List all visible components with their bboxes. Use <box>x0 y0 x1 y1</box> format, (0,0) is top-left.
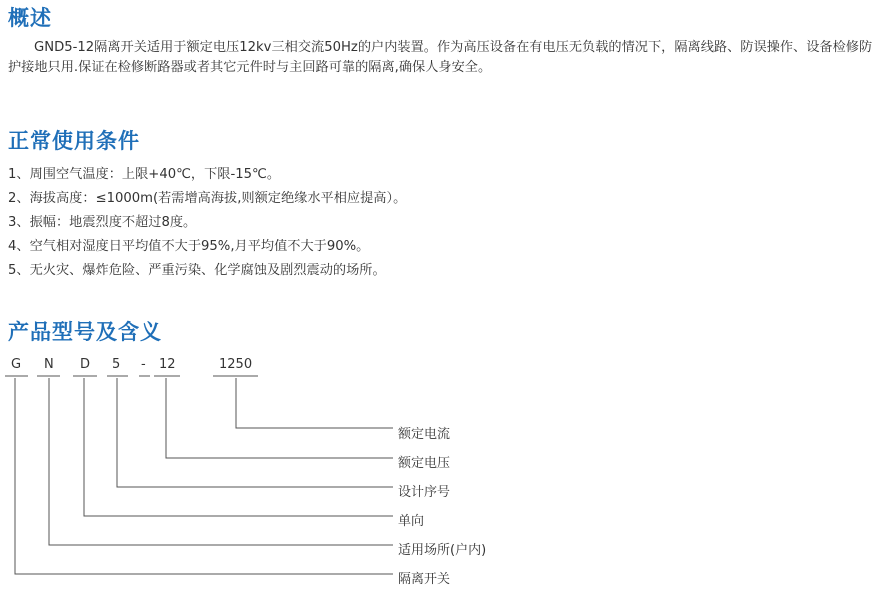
label-rated-current: 额定电流 <box>398 427 451 442</box>
leader-line-rated-voltage <box>166 378 393 458</box>
conditions-heading: 正常使用条件 <box>8 129 140 153</box>
label-design-serial: 设计序号 <box>398 485 451 500</box>
code-letter-g: G <box>11 357 22 372</box>
condition-item-5: 5、无火灾、爆炸危险、严重污染、化学腐蚀及剧烈震动的场所。 <box>8 263 386 278</box>
code-dash: - <box>141 357 146 372</box>
leader-line-single <box>84 378 393 516</box>
label-rated-voltage: 额定电压 <box>398 456 451 471</box>
condition-item-3: 3、振幅：地震烈度不超过8度。 <box>8 215 197 230</box>
overview-heading: 概述 <box>8 6 52 30</box>
code-current-1250: 1250 <box>219 357 253 372</box>
code-voltage-12: 12 <box>159 357 176 372</box>
condition-item-1: 1、周围空气温度：上限+40℃，下限-15℃。 <box>8 167 281 182</box>
leader-line-indoor <box>49 378 393 545</box>
leader-line-design-serial <box>117 378 393 487</box>
condition-item-2: 2、海拔高度：≤1000m(若需增高海拔,则额定绝缘水平相应提高）。 <box>8 191 407 206</box>
label-isolator: 隔离开关 <box>398 572 451 587</box>
label-indoor: 适用场所(户内) <box>398 543 487 558</box>
label-single: 单向 <box>398 514 425 529</box>
code-letter-d: D <box>80 357 91 372</box>
leader-line-rated-current <box>236 378 393 428</box>
model-heading: 产品型号及含义 <box>8 320 162 344</box>
code-letter-n: N <box>44 357 54 372</box>
code-digit-5: 5 <box>112 357 121 372</box>
overview-text: GND5-12隔离开关适用于额定电压12kv三相交流50Hz的户内装置。作为高压设备在有电压无负载的情况下，隔离线路、防误操作、设备检修防护接地只用.保证在检修断路器或者其它元件时与主回路可靠的隔离,确保人身安全。 <box>8 40 873 75</box>
condition-item-4: 4、空气相对湿度日平均值不大于95%,月平均值不大于90%。 <box>8 239 370 254</box>
